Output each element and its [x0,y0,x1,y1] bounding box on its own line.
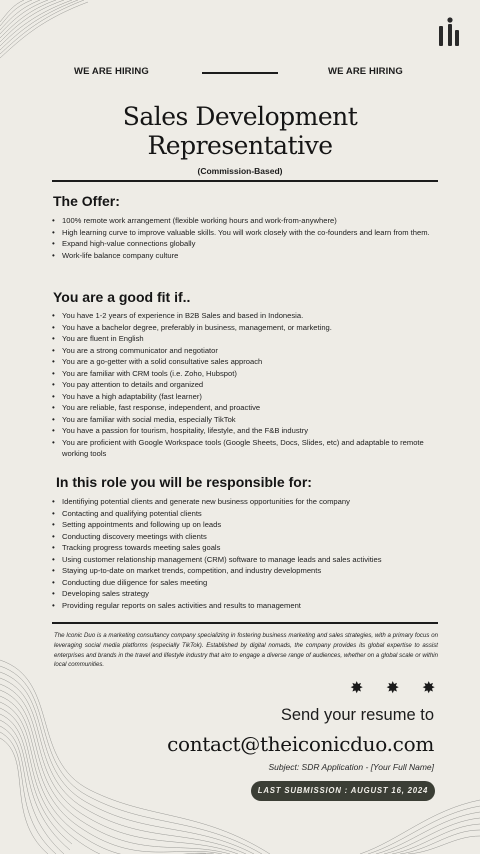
email-subject-instruction: Subject: SDR Application - [Your Full Name] [268,762,434,772]
list-item: • Developing sales strategy [62,588,448,600]
hiring-divider [202,72,278,74]
bottom-divider [52,622,438,624]
list-item: • You have a high adaptability (fast learner) [62,391,448,403]
deadline-badge: LAST SUBMISSION : AUGUST 16, 2024 [251,781,435,801]
list-item: • Work-life balance company culture [62,250,448,262]
wave-decoration-top-left [0,0,90,70]
list-item: • Identifiying potential clients and generate new business opportunities for the company [62,496,448,508]
send-resume-label: Send your resume to [280,706,434,724]
list-item: • 100% remote work arrangement (flexible working hours and work-from-anywhere) [62,215,448,227]
list-item: • You are familiar with social media, especially TikTok [62,414,448,426]
hiring-label-left: WE ARE HIRING [74,66,149,77]
hiring-label-right: WE ARE HIRING [328,66,403,77]
list-item: • Conducting due diligence for sales meeting [62,577,448,589]
list-item: • You are a go-getter with a solid consultative sales approach [62,356,448,368]
list-item: • You have 1-2 years of experience in B2B Sales and based in Indonesia. [62,310,448,322]
hiring-banner [0,66,480,80]
list-item: • Contacting and qualifying potential clients [62,508,448,520]
job-subtitle: (Commission-Based) [197,166,283,176]
list-item: • You are a strong communicator and negotiator [62,345,448,357]
list-item: • You have a bachelor degree, preferably in business, management, or marketing. [62,322,448,334]
contact-email-link[interactable]: contact@theiconicduo.com [167,732,434,756]
fit-list [52,310,448,460]
list-item: • You are proficient with Google Workspace tools (Google Sheets, Docs, Slides, etc) and adaptable to remote working tools [62,437,448,460]
company-description: The Iconic Duo is a marketing consultancy company specializing in fostering business marketing and sales strategies, with a primary focus on leveraging social media platforms (especially TikTok). Established by digital nomads, the company provides its global expertise to assist enterprises and brands in the travel and lifestyle industry that aim to engage a diverse range of audiences, whether on a global scale or within local communities. [54,632,438,669]
list-item: • You have a passion for tourism, hospitality, lifestyle, and the F&B industry [62,425,448,437]
list-item: • Tracking progress towards meeting sales goals [62,542,448,554]
list-item: • Expand high-value connections globally [62,238,448,250]
list-item: • You are familiar with CRM tools (i.e. Zoho, Hubspot) [62,368,448,380]
offer-list [52,215,448,261]
list-item: • You are reliable, fast response, independent, and proactive [62,402,448,414]
list-item: • Setting appointments and following up on leads [62,519,448,531]
list-item: • Using customer relationship management (CRM) software to manage leads and sales activities [62,554,448,566]
list-item: • High learning curve to improve valuable skills. You will work closely with the co-founders and learn from them. [62,227,448,239]
list-item: • You are fluent in English [62,333,448,345]
top-divider [52,180,438,182]
eight-point-star-icon: ✸ [350,680,364,697]
list-item: • Conducting discovery meetings with clients [62,531,448,543]
brand-monogram-icon [436,16,462,48]
list-item: • Providing regular reports on sales activities and results to management [62,600,448,612]
job-title-line1: Sales Development [122,102,358,131]
eight-point-star-icon: ✸ [386,680,400,697]
role-list [52,496,448,611]
job-title-line2: Representative [147,131,333,160]
star-decoration-group [350,680,440,698]
role-heading: In this role you will be responsible for: [56,474,312,490]
list-item: • You pay attention to details and organized [62,379,448,391]
offer-heading: The Offer: [53,193,120,209]
job-title [0,102,480,160]
fit-heading: You are a good fit if.. [53,289,191,305]
eight-point-star-icon: ✸ [422,680,436,697]
list-item: • Staying up-to-date on market trends, competition, and industry developments [62,565,448,577]
